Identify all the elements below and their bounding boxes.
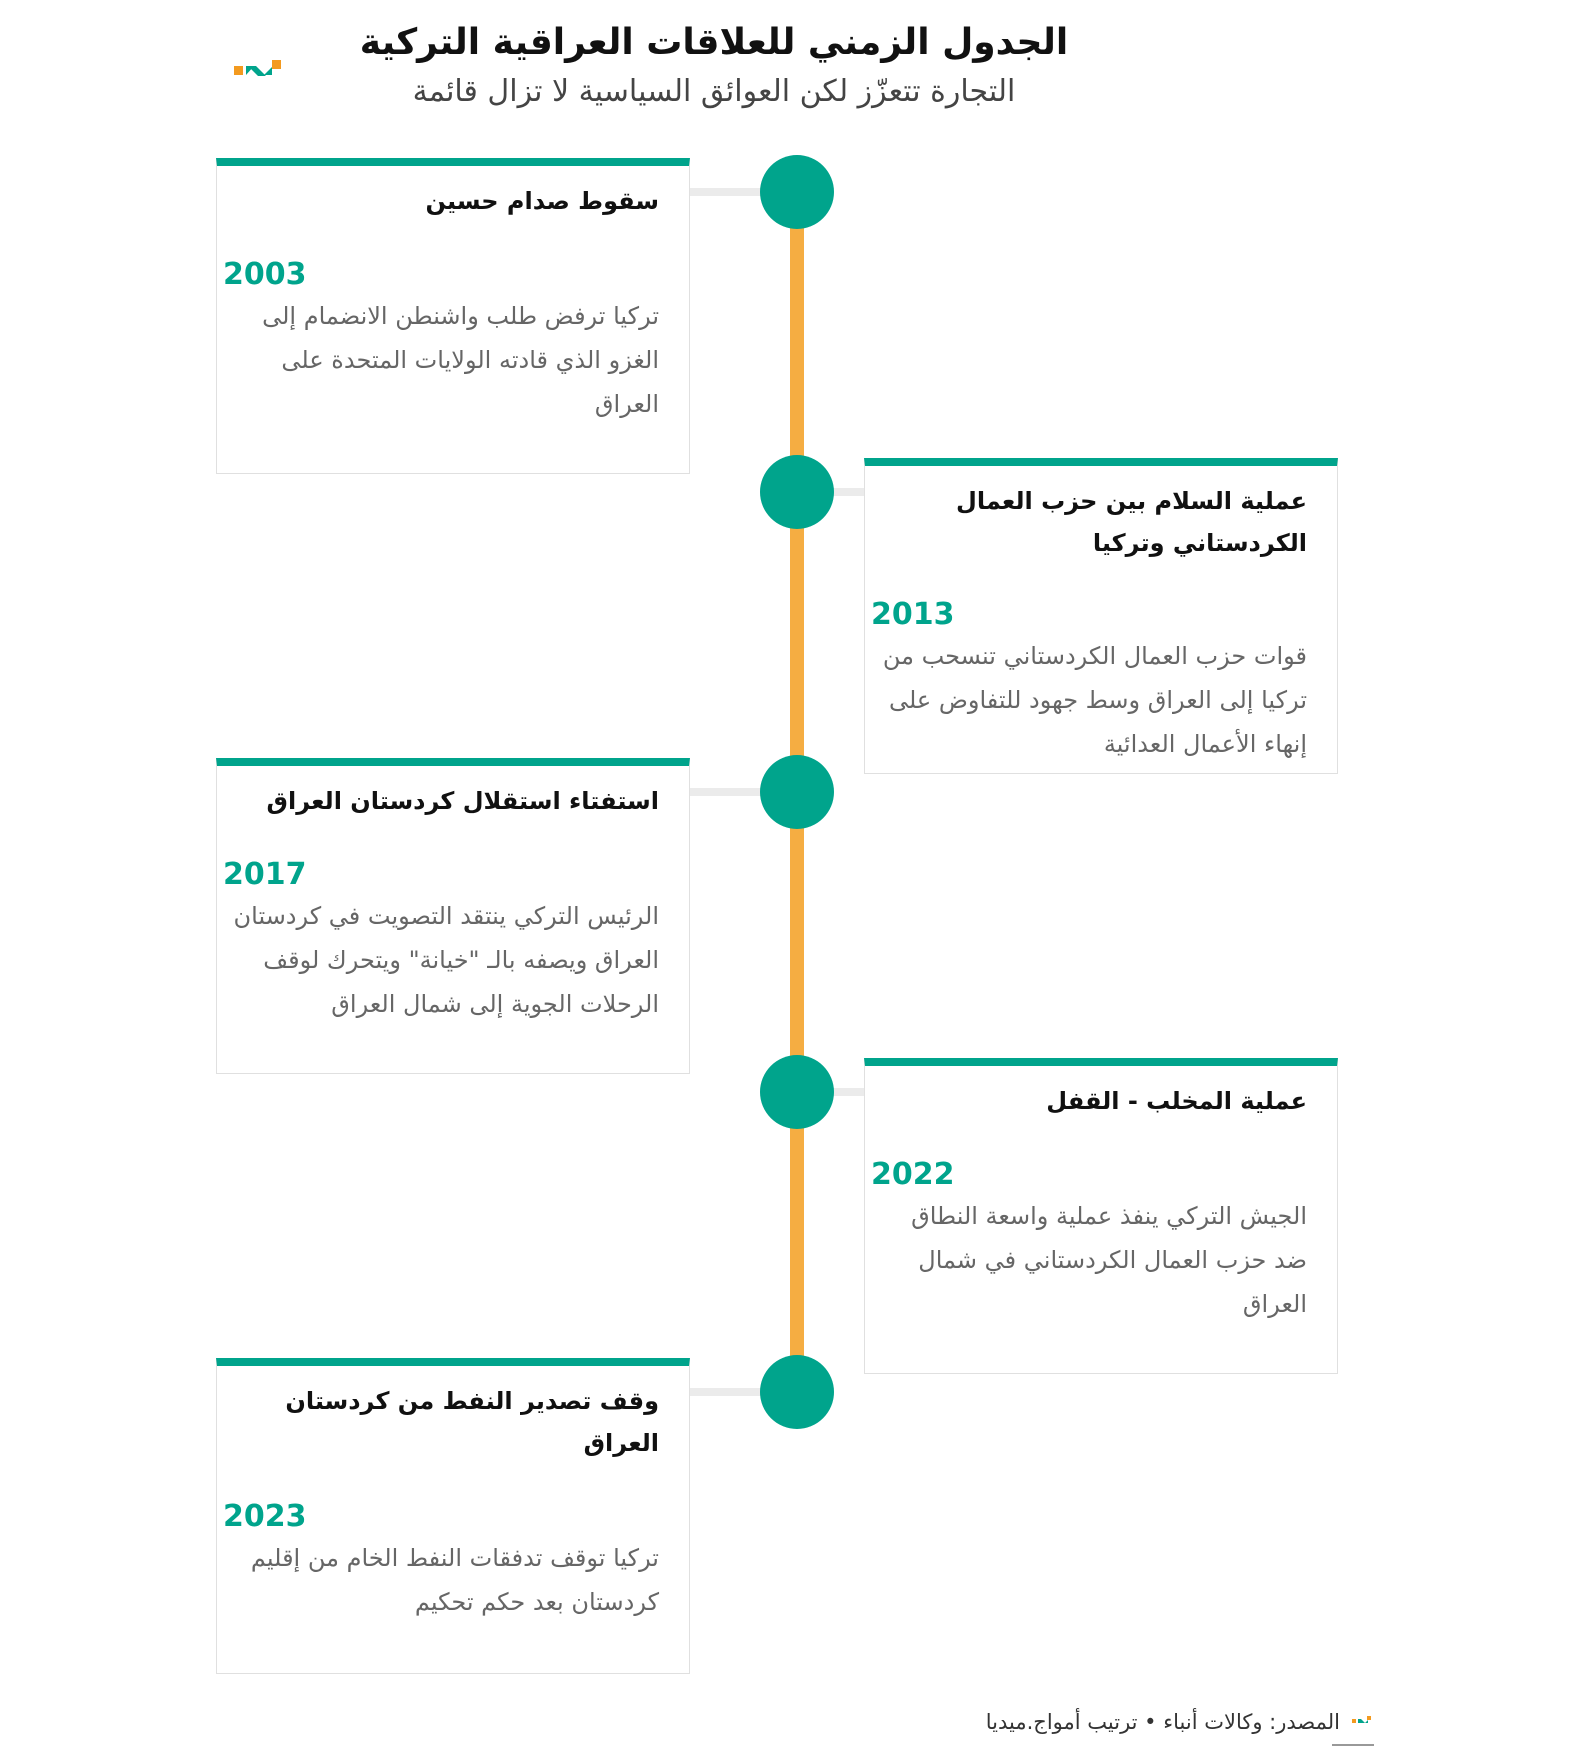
event-card-2003 (216, 158, 690, 474)
page-title: الجدول الزمني للعلاقات العراقية التركية (359, 22, 1069, 63)
event-card-2023 (216, 1358, 690, 1674)
event-year: 2023 (223, 1499, 307, 1534)
timeline-dot-2022 (760, 1055, 834, 1129)
connector-2003 (690, 188, 770, 196)
page-subtitle: التجارة تتعزّز لكن العوائق السياسية لا تزال قائمة (412, 74, 1016, 109)
source-credit: المصدر: وكالات أنباء • ترتيب أمواج.ميديا (985, 1710, 1340, 1734)
event-title: عملية السلام بين حزب العمال الكردستاني وتركيا (956, 487, 1307, 557)
event-title: استفتاء استقلال كردستان العراق (266, 787, 659, 815)
footer-divider (1332, 1744, 1374, 1746)
event-card-2017 (216, 758, 690, 1074)
event-description: الرئيس التركي ينتقد التصويت في كردستان العراق ويصفه بالـ "خيانة" ويتحرك لوقف الرحلات الجوية إلى شمال العراق (233, 902, 659, 1018)
brand-small-logo-icon (1352, 1714, 1372, 1728)
event-year: 2017 (223, 857, 307, 892)
event-card-2022 (864, 1058, 1338, 1374)
timeline-dot-2017 (760, 755, 834, 829)
timeline-dot-2013 (760, 455, 834, 529)
event-description: الجيش التركي ينفذ عملية واسعة النطاق ضد حزب العمال الكردستاني في شمال العراق (911, 1202, 1307, 1318)
event-year: 2003 (223, 257, 307, 292)
timeline-dot-2023 (760, 1355, 834, 1429)
event-title: عملية المخلب - القفل (1046, 1087, 1307, 1115)
event-description: تركيا ترفض طلب واشنطن الانضمام إلى الغزو الذي قادته الولايات المتحدة على العراق (262, 302, 659, 418)
timeline-dot-2003 (760, 155, 834, 229)
event-title: وقف تصدير النفط من كردستان العراق (285, 1387, 659, 1457)
event-description: تركيا توقف تدفقات النفط الخام من إقليم كردستان بعد حكم تحكيم (250, 1544, 659, 1616)
event-year: 2022 (871, 1157, 955, 1192)
event-title: سقوط صدام حسين (425, 187, 659, 215)
event-card-2013 (864, 458, 1338, 774)
connector-2017 (690, 788, 770, 796)
brand-logo-icon (234, 58, 282, 84)
event-description: قوات حزب العمال الكردستاني تنسحب من تركيا إلى العراق وسط جهود للتفاوض على إنهاء الأعمال العدائية (882, 642, 1307, 758)
event-year: 2013 (871, 597, 955, 632)
connector-2023 (690, 1388, 770, 1396)
